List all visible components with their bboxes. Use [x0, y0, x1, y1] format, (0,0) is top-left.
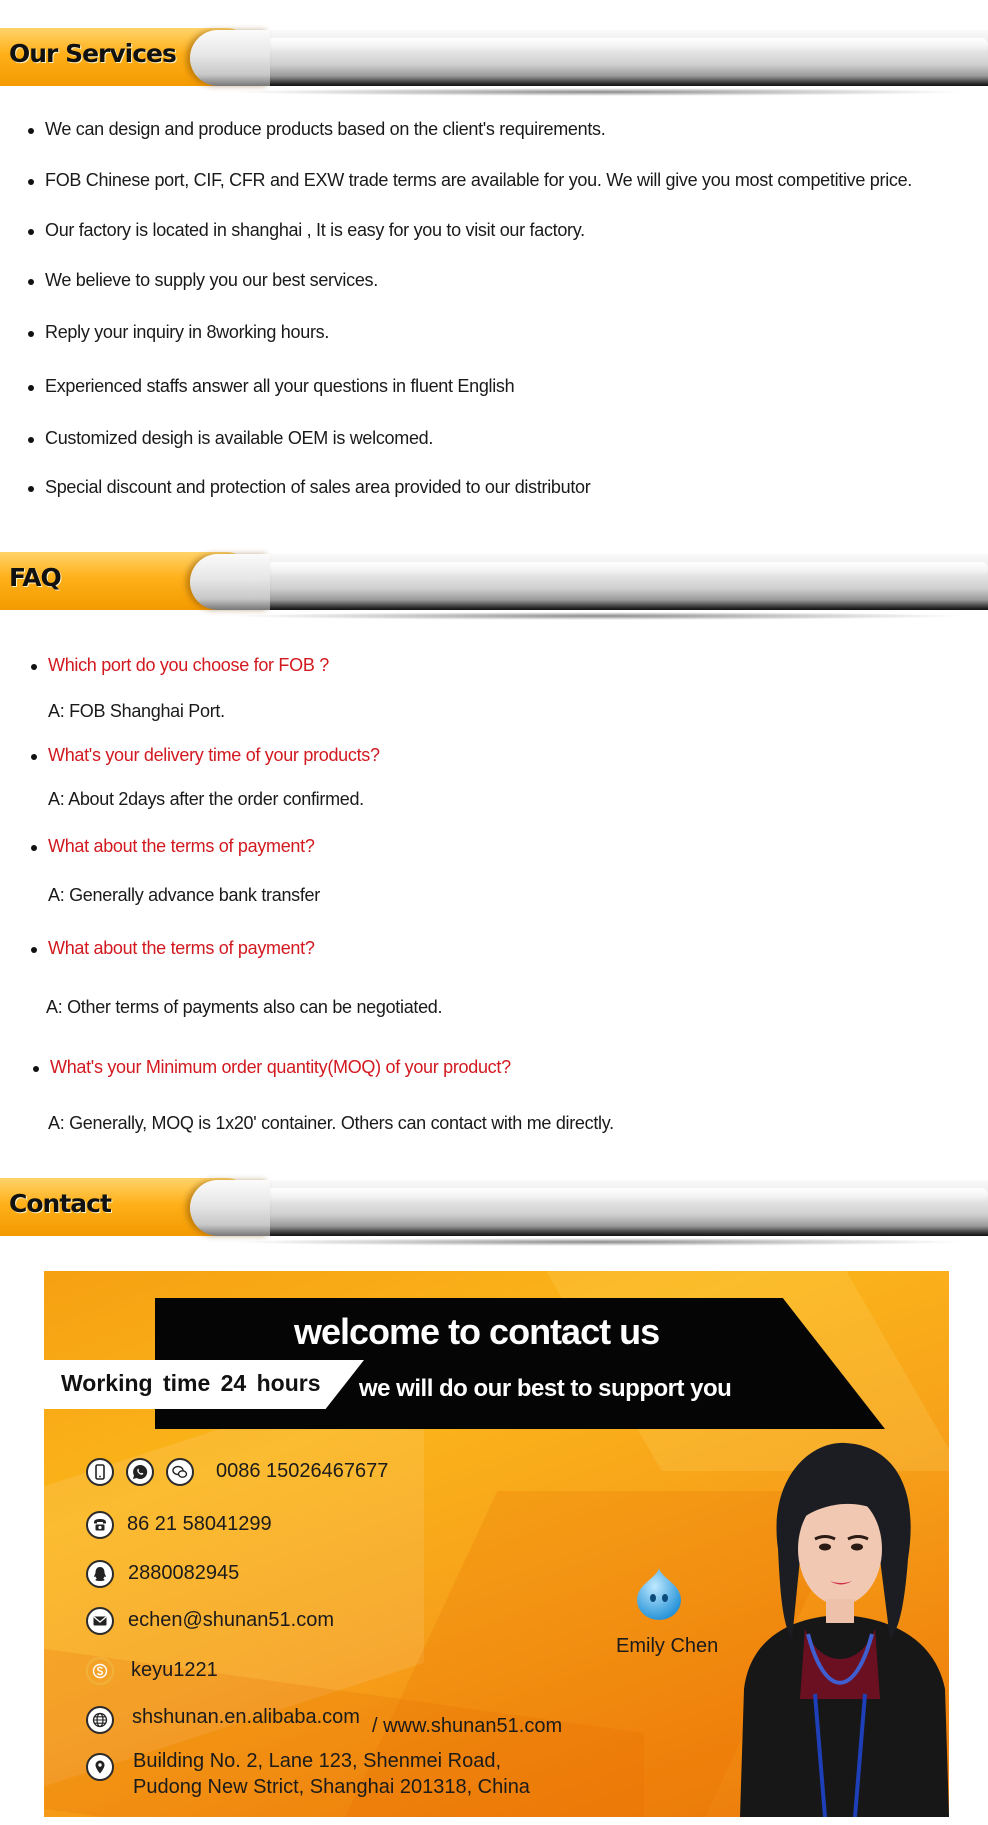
support-text: we will do our best to support you [359, 1375, 732, 1402]
services-header [0, 26, 988, 98]
services-title: Our Services [9, 39, 176, 68]
email-address: echen@shunan51.com [128, 1609, 334, 1631]
services-item: Our factory is located in shanghai , It is easy for you to visit our factory. [28, 220, 585, 241]
faq-answer: A: Generally advance bank transfer [48, 885, 320, 905]
telephone-icon [86, 1511, 114, 1539]
services-item: We believe to supply you our best services. [28, 270, 378, 291]
whatsapp-icon [126, 1458, 154, 1486]
wechat-icon [166, 1458, 194, 1486]
faq-question: What about the terms of payment? [31, 938, 315, 959]
skype-icon [86, 1657, 114, 1685]
faq-title: FAQ [9, 563, 61, 592]
qq-number: 2880082945 [128, 1562, 240, 1584]
services-item: Experienced staffs answer all your questions in fluent English [28, 376, 514, 397]
faq-question: What's your Minimum order quantity(MOQ) of your product? [33, 1057, 511, 1078]
working-time-text: Working time 24 hours [61, 1370, 321, 1396]
faq-header [0, 550, 988, 622]
contact-header [0, 1176, 988, 1248]
faq-question: What's your delivery time of your products? [31, 745, 380, 766]
contact-title: Contact [9, 1189, 111, 1218]
email-icon [86, 1607, 114, 1635]
address-line-1: Building No. 2, Lane 123, Shenmei Road, [133, 1750, 502, 1772]
services-item: We can design and produce products based on the client's requirements. [28, 119, 605, 140]
qq-icon [86, 1560, 114, 1588]
address-line-2: Pudong New Strict, Shanghai 201318, China [133, 1776, 530, 1798]
faq-question: Which port do you choose for FOB ? [31, 655, 329, 676]
faq-answer: A: FOB Shanghai Port. [48, 701, 225, 721]
mascot-icon [631, 1566, 687, 1622]
faq-question: What about the terms of payment? [31, 836, 315, 857]
contact-person-photo [730, 1439, 949, 1817]
contact-person-name: Emily Chen [616, 1635, 719, 1657]
skype-id: keyu1221 [131, 1659, 218, 1681]
faq-answer: A: About 2days after the order confirmed. [48, 789, 364, 809]
welcome-heading: welcome to contact us [294, 1311, 660, 1352]
mobile-icon [86, 1458, 114, 1486]
globe-icon [86, 1706, 114, 1734]
services-item: Special discount and protection of sales area provided to our distributor [28, 477, 590, 498]
faq-answer: A: Other terms of payments also can be negotiated. [46, 997, 443, 1017]
website-link[interactable]: / www.shunan51.com [372, 1715, 563, 1737]
services-item: FOB Chinese port, CIF, CFR and EXW trade terms are available for you. We will give you most competitive price. [28, 170, 912, 191]
phone-number: 86 21 58041299 [127, 1513, 272, 1535]
mobile-number: 0086 15026467677 [216, 1460, 389, 1482]
faq-answer: A: Generally, MOQ is 1x20' container. Others can contact with me directly. [48, 1113, 614, 1133]
location-pin-icon [86, 1753, 114, 1781]
services-item: Reply your inquiry in 8working hours. [28, 322, 329, 343]
contact-card [44, 1271, 949, 1817]
services-item: Customized desigh is available OEM is welcomed. [28, 428, 433, 449]
alibaba-link[interactable]: shshunan.en.alibaba.com [132, 1706, 360, 1728]
